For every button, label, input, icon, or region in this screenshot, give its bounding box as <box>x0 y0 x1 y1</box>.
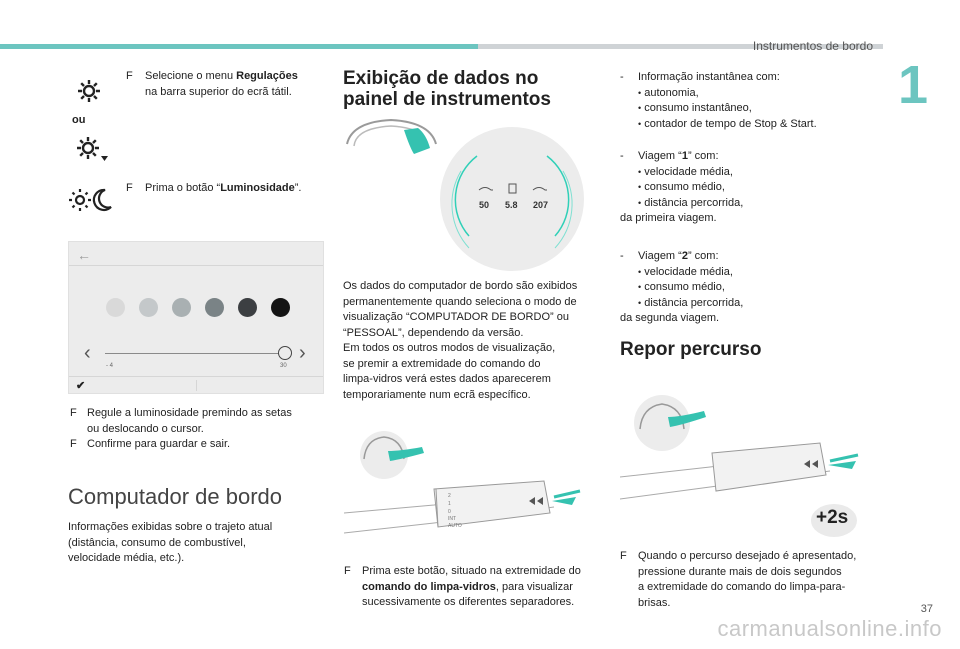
gauge-consumption-value: 5.8 <box>505 200 518 210</box>
step-text: sucessivamente os diferentes separadores. <box>362 596 575 608</box>
gear-icon <box>75 77 103 105</box>
panel-divider <box>196 380 197 391</box>
step-text: Quando o percurso desejado é apresentado, <box>638 550 857 562</box>
list-heading: Informação instantânea com: <box>638 71 780 83</box>
instant-info-block: - Informação instantânea com: • autonomia, • consumo instantâneo, • contador de tempo de Stop & Start. <box>620 71 817 130</box>
step-text: na barra superior do ecrã tátil. <box>145 85 292 98</box>
paragraph-line: Em todos os outros modos de visualização, <box>343 342 556 354</box>
step-text: Regule a luminosidade premindo as setas <box>87 407 292 419</box>
paragraph-line: se premir a extremidade do comando do <box>343 357 541 370</box>
brightness-level-swatch[interactable] <box>238 298 257 317</box>
stalk-label: 2 <box>448 493 451 499</box>
title-line: painel de instrumentos <box>343 89 551 110</box>
brightness-panel <box>68 241 324 394</box>
paragraph-line: temporariamente num ecrã específico. <box>343 388 531 401</box>
brightness-swatches <box>69 296 323 318</box>
hold-duration-label: +2s <box>816 507 849 528</box>
brightness-button-name: Luminosidade <box>220 182 295 194</box>
page-number: 37 <box>920 603 933 615</box>
list-item: contador de tempo de Stop & Start. <box>644 117 817 130</box>
step-bullet: F <box>344 565 351 577</box>
stalk-label: INT <box>448 516 457 522</box>
list-item: distância percorrida, <box>644 296 744 309</box>
brightness-slider-track[interactable] <box>105 353 283 354</box>
computer-description <box>68 520 328 567</box>
step-text: brisas. <box>638 596 671 609</box>
paragraph-line: Os dados do computador de bordo são exibidos <box>343 280 578 292</box>
trip-number: 1 <box>681 150 688 162</box>
brightness-level-swatch[interactable] <box>139 298 158 317</box>
step-text: Prima o botão “ <box>145 182 221 194</box>
instrument-cluster-gauge <box>439 126 585 277</box>
title-line: Exibição de dados no <box>343 68 539 89</box>
settings-menu-name: Regulações <box>236 70 298 82</box>
list-heading: Viagem “ <box>638 250 682 262</box>
list-item: consumo médio, <box>644 181 725 193</box>
stalk-label: 1 <box>448 501 451 507</box>
step-press-wiper-end <box>362 564 612 611</box>
step-text: ”. <box>294 182 302 194</box>
list-heading: Viagem “ <box>638 150 682 162</box>
step-text: pressione durante mais de dois segundos <box>638 565 842 578</box>
list-item: velocidade média, <box>644 165 733 178</box>
list-item: autonomia, <box>644 86 699 99</box>
paragraph-line: permanentemente quando seleciona o modo de <box>343 295 577 308</box>
list-item: velocidade média, <box>644 265 733 278</box>
trip1-block: - Viagem “1” com: • velocidade média, • consumo médio, • distância percorrida, da primeira viagem. <box>620 149 890 227</box>
brightness-slider-thumb[interactable] <box>278 346 292 360</box>
step-bullet: F <box>126 70 133 82</box>
step-reset-trip <box>638 549 888 611</box>
step-bullet: F <box>126 182 133 194</box>
list-heading: ” com: <box>687 250 719 262</box>
brightness-icon <box>69 186 113 214</box>
list-item: consumo médio, <box>644 281 725 293</box>
step-adjust-brightness <box>87 406 327 437</box>
step-bullet: F <box>70 438 77 450</box>
display-section-title <box>343 68 551 110</box>
brightness-level-swatch[interactable] <box>172 298 191 317</box>
list-item: consumo instantâneo, <box>644 102 752 114</box>
panel-divider <box>69 265 323 266</box>
section-title: Instrumentos de bordo <box>752 39 873 53</box>
list-end: da primeira viagem. <box>620 212 717 224</box>
back-arrow-icon[interactable]: ← <box>77 247 91 263</box>
or-label: ou <box>72 114 86 126</box>
wiper-stalk-name: comando do limpa-vidros <box>362 580 496 593</box>
wiper-stalk-illustration <box>344 423 584 558</box>
trip2-block: - Viagem “2” com: • velocidade média, • consumo médio, • distância percorrida, da segunda viagem. <box>620 249 890 327</box>
brightness-level-swatch[interactable] <box>271 298 290 317</box>
reset-section-title: Repor percurso <box>620 339 762 360</box>
step-bullet: F <box>70 407 77 419</box>
step-confirm: Confirme para guardar e sair. <box>87 438 231 450</box>
decrease-arrow-icon[interactable]: ‹ <box>84 342 91 364</box>
slider-max-label: 30 <box>280 363 287 369</box>
trip-number: 2 <box>681 250 688 262</box>
gauge-autonomy-value: 50 <box>479 200 490 210</box>
increase-arrow-icon[interactable]: › <box>299 342 306 364</box>
step-text: ou deslocando o cursor. <box>87 422 204 435</box>
gauge-range-value: 207 <box>533 200 549 210</box>
brightness-level-swatch[interactable] <box>205 298 224 317</box>
step-text: Selecione o menu <box>145 70 237 82</box>
paragraph-line: limpa-vidros verá estes dados aparecerem <box>343 373 551 385</box>
step-text: , para visualizar <box>495 580 573 593</box>
confirm-check-icon[interactable]: ✔ <box>76 380 86 392</box>
steering-wheel-illustration <box>344 116 439 161</box>
step-bullet: F <box>620 550 627 562</box>
step-press-brightness <box>145 181 302 197</box>
brightness-level-swatch[interactable] <box>106 298 125 317</box>
step-text: Prima este botão, situado na extremidade do <box>362 565 581 577</box>
panel-divider <box>69 376 323 377</box>
list-item: distância percorrida, <box>644 196 744 209</box>
header-accent-bar <box>0 44 478 49</box>
computer-section-title: Computador de bordo <box>68 484 283 509</box>
chapter-number: 1 <box>898 55 929 115</box>
paragraph-line: (distância, consumo de combustível, <box>68 536 246 549</box>
step-text: a extremidade do comando do limpa-para- <box>638 581 846 593</box>
paragraph-line: “PESSOAL”, dependendo da versão. <box>343 326 524 339</box>
stalk-label: AUTO <box>448 523 462 529</box>
slider-min-label: - 4 <box>106 363 114 369</box>
watermark: carmanualsonline.info <box>717 616 942 641</box>
paragraph-line: velocidade média, etc.). <box>68 552 185 564</box>
stalk-label: 0 <box>448 509 451 515</box>
display-description <box>343 279 608 403</box>
paragraph-line: visualização “COMPUTADOR DE BORDO” ou <box>343 311 569 323</box>
list-end: da segunda viagem. <box>620 312 720 324</box>
step-select-settings <box>145 69 325 100</box>
gear-dropdown-icon <box>75 135 109 163</box>
list-heading: ” com: <box>687 150 719 162</box>
paragraph-line: Informações exibidas sobre o trajeto atual <box>68 521 273 533</box>
